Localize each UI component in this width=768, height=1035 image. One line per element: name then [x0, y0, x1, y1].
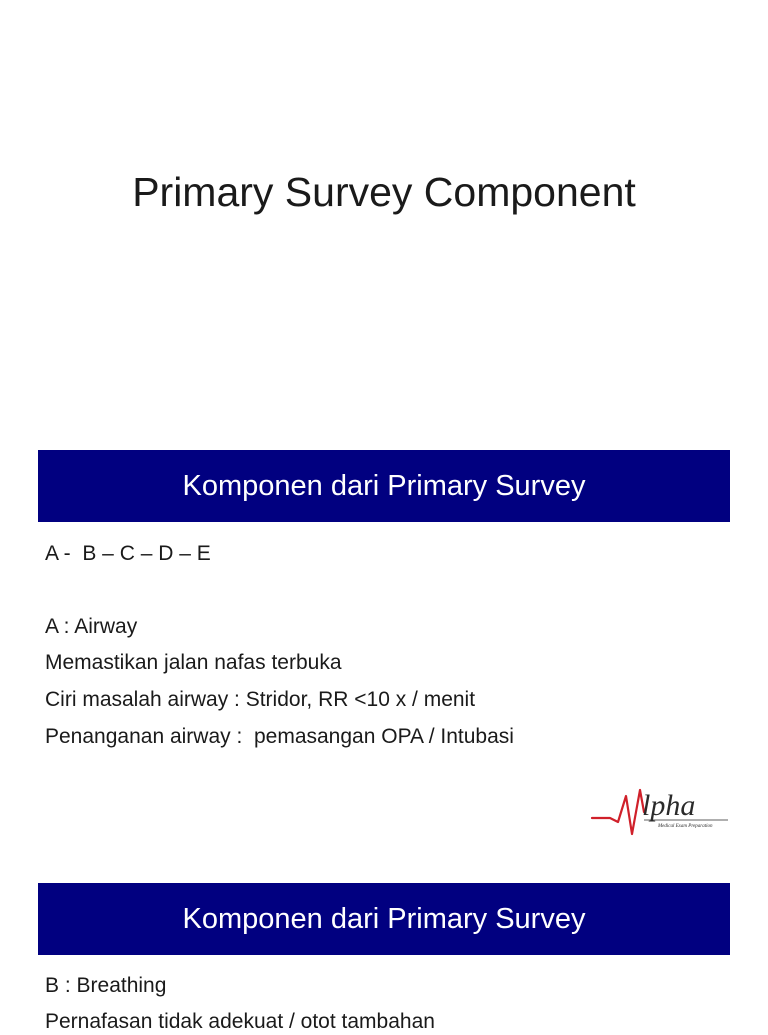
- slide-title: Primary Survey Component: [132, 169, 636, 215]
- airway-description: Memastikan jalan nafas terbuka: [45, 651, 342, 674]
- alpha-logo-icon: [590, 782, 730, 840]
- section-header-breathing: Komponen dari Primary Survey: [38, 883, 730, 955]
- airway-heading: A : Airway: [45, 615, 138, 638]
- alpha-logo-tagline: Medical Exam Preparation: [658, 824, 713, 829]
- breathing-heading: B : Breathing: [45, 974, 167, 997]
- airway-management: Penanganan airway : pemasangan OPA / Intubasi: [45, 725, 514, 748]
- section-header-airway: Komponen dari Primary Survey: [38, 450, 730, 522]
- abcde-sequence: A - B – C – D – E: [45, 542, 211, 565]
- airway-signs: Ciri masalah airway : Stridor, RR <10 x / menit: [45, 688, 476, 711]
- breathing-description: Pernafasan tidak adekuat / otot tambahan: [45, 1010, 435, 1033]
- alpha-logo-text: lpha: [642, 789, 696, 822]
- alpha-logo: [590, 782, 730, 840]
